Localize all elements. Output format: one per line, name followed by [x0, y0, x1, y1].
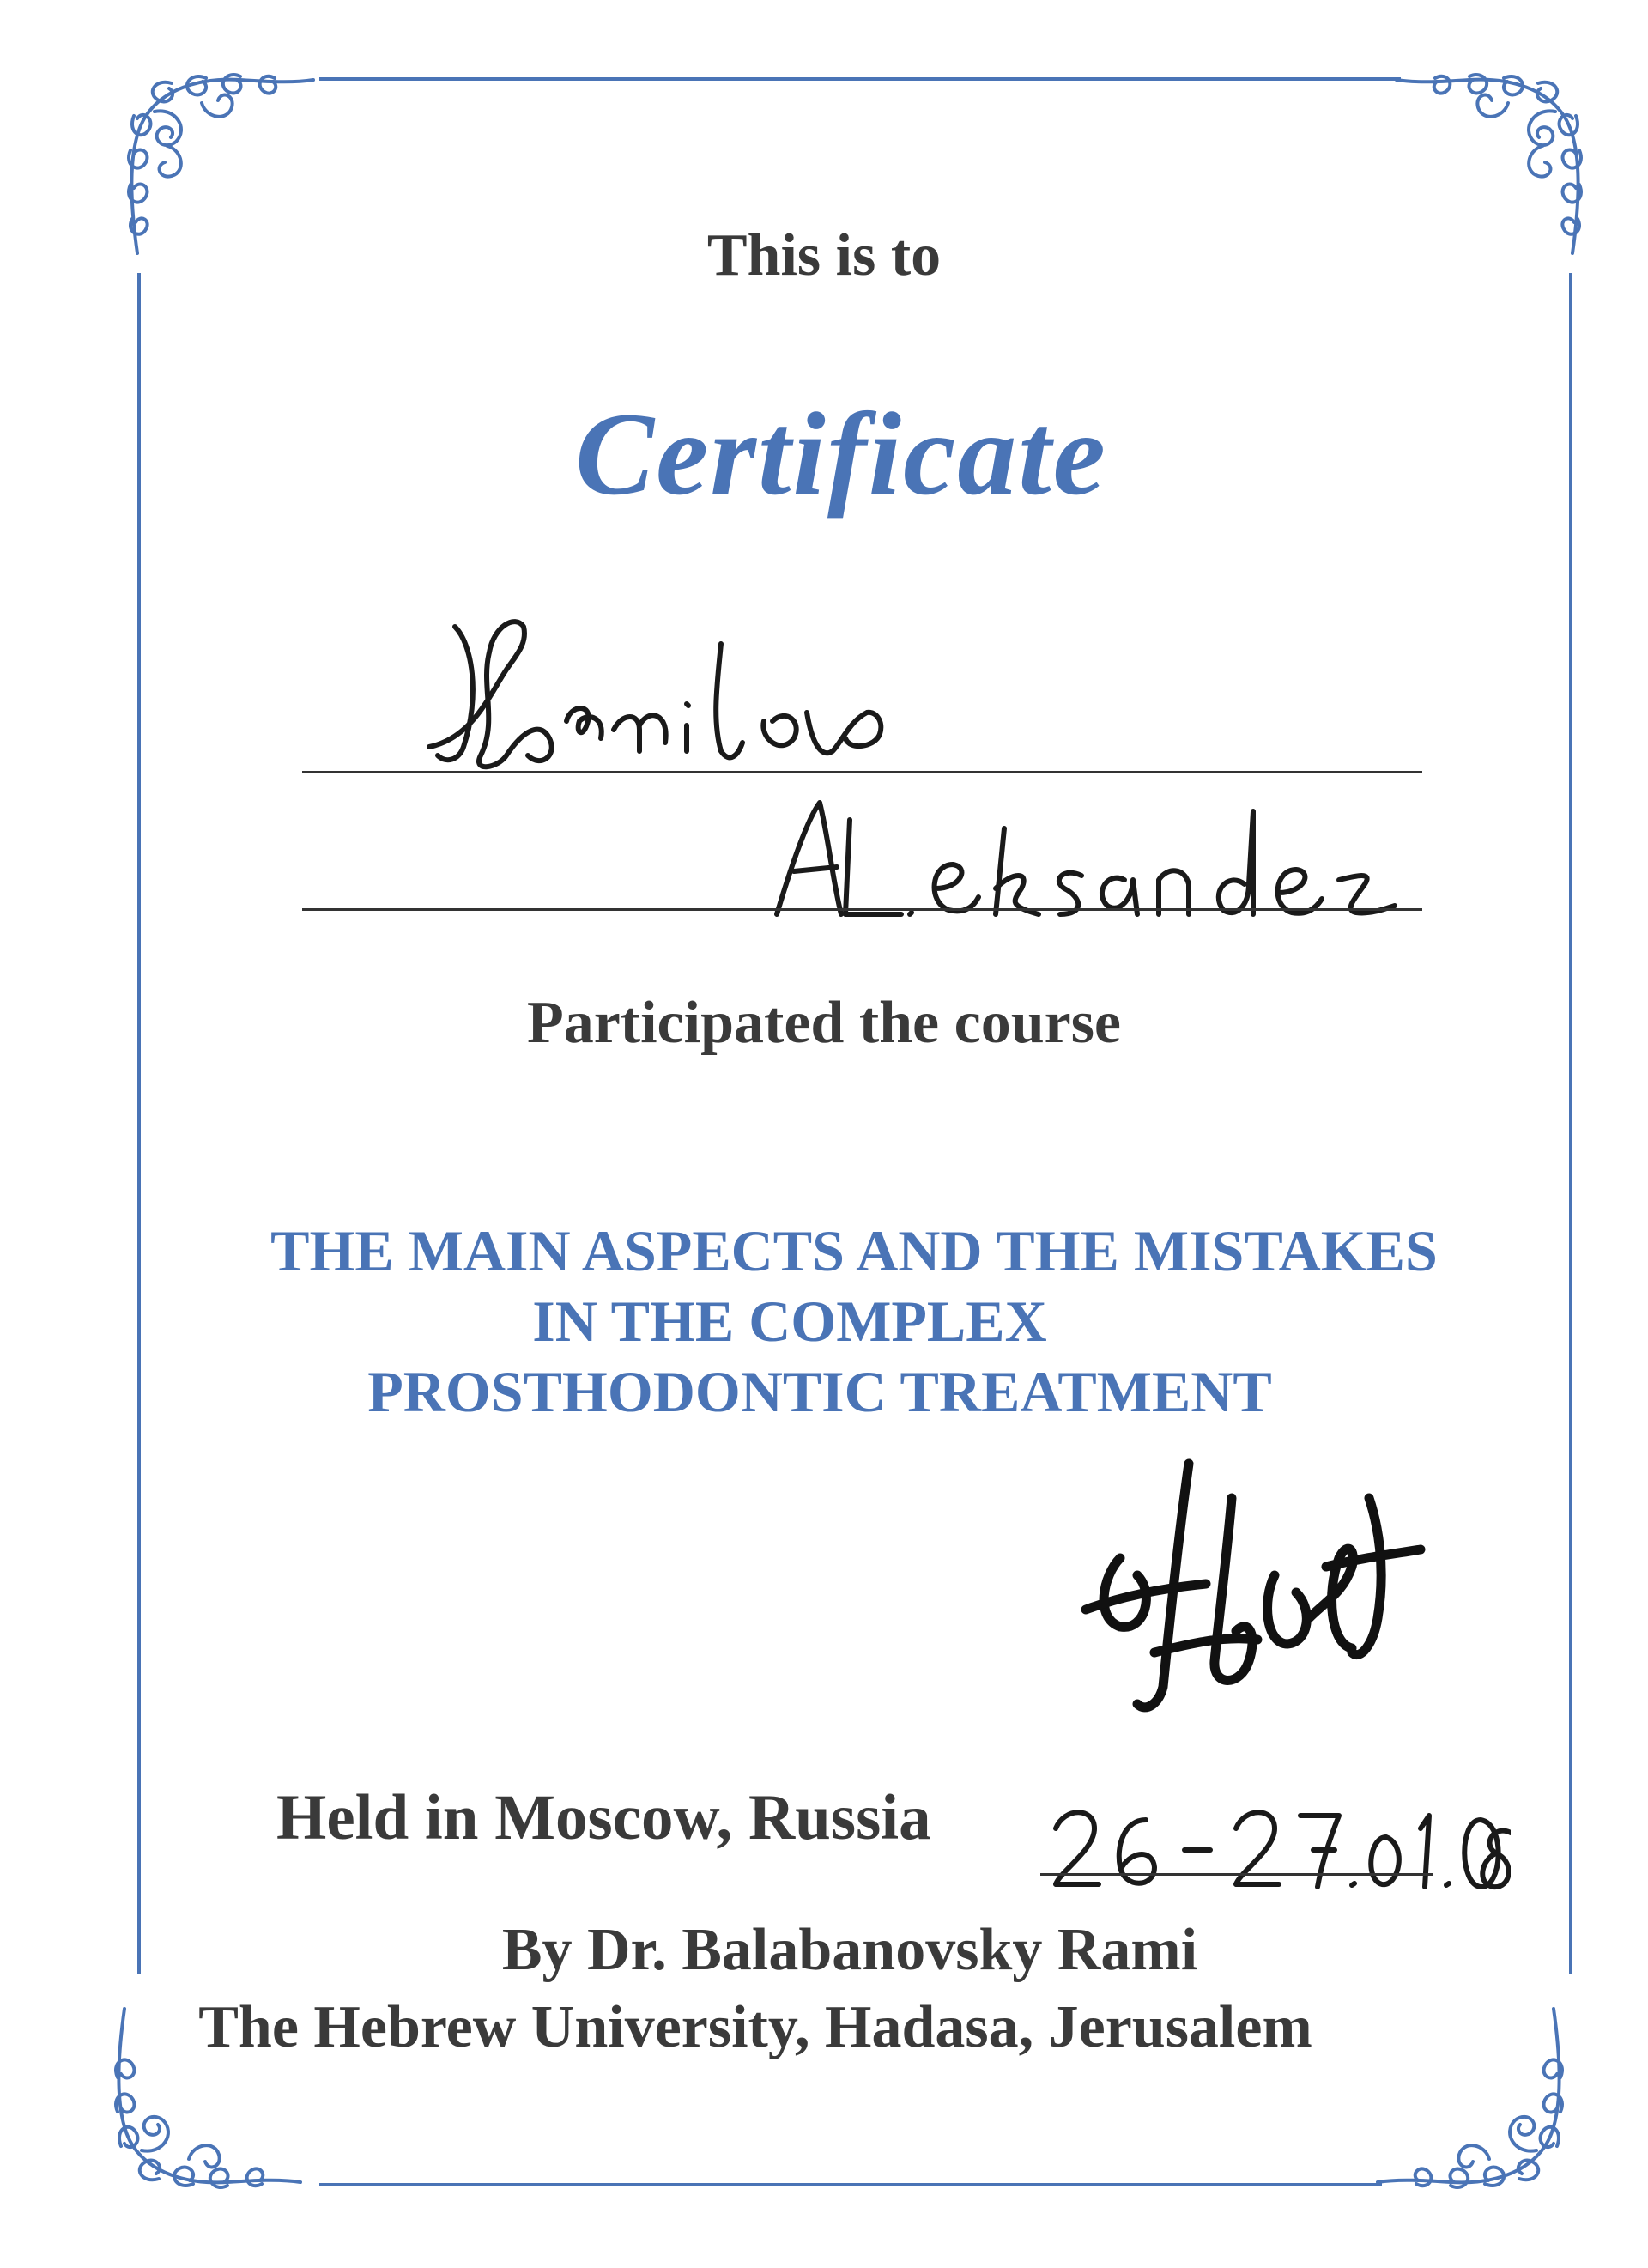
handwritten-surname — [421, 592, 953, 798]
certificate-title — [446, 378, 1236, 575]
held-in-text: Held in Moscow, Russia — [276, 1782, 931, 1853]
surname-line — [302, 771, 1422, 773]
intro-text: This is to — [706, 222, 942, 288]
held-in-row — [276, 1781, 931, 1855]
handwritten-first-name — [764, 785, 1399, 923]
institution-text: The Hebrew University, Hadasa, Jerusalem — [198, 1994, 1312, 2060]
participated-text: Participated the course — [526, 990, 1122, 1056]
handwritten-date — [1043, 1786, 1511, 1897]
signature — [1069, 1446, 1429, 1738]
instructor-text: By Dr. Balabanovsky Rami — [501, 1917, 1198, 1983]
first-name-line — [302, 908, 1422, 911]
date-line — [1040, 1873, 1433, 1876]
course-title-line-1: THE MAIN ASPECTS AND THE MISTAKES — [270, 1218, 1438, 1283]
course-title-line-3: PROSTHODONTIC TREATMENT — [367, 1359, 1272, 1424]
course-title-line-2: IN THE COMPLEX — [532, 1289, 1047, 1354]
certificate-title-text: Certificate — [575, 388, 1107, 519]
